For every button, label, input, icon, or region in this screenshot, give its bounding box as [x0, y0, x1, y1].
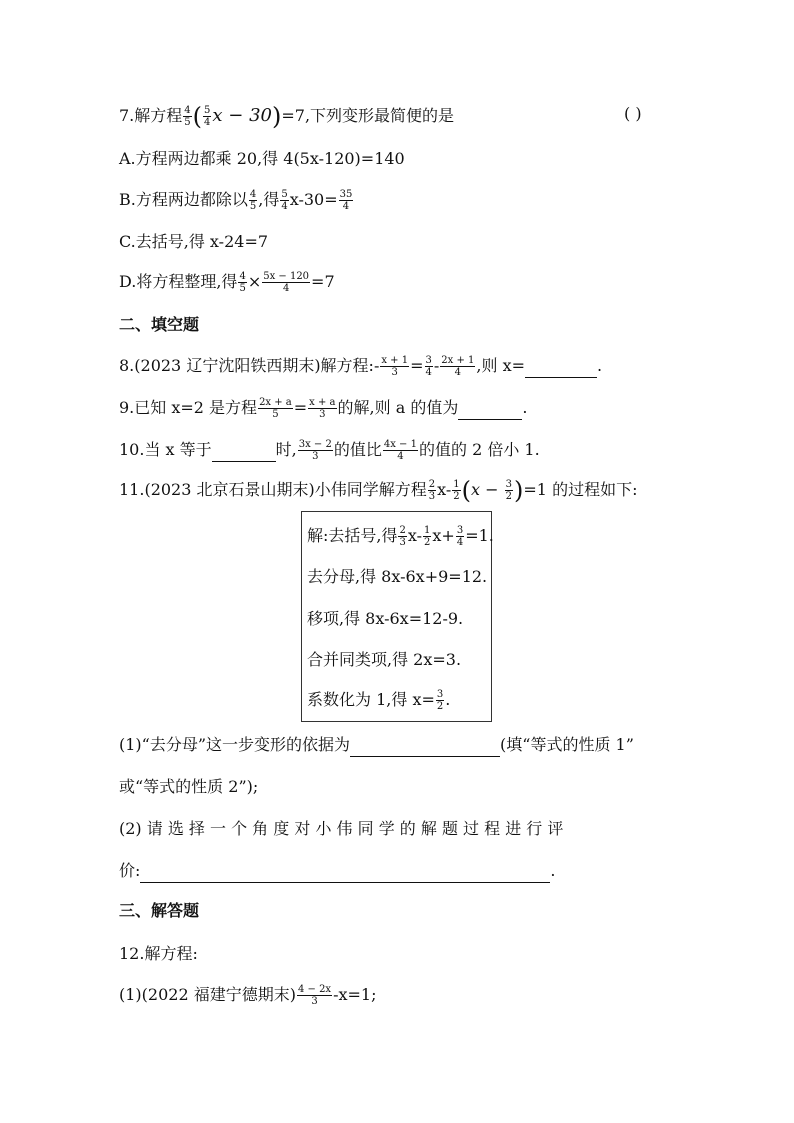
fraction: $\frac{4x - 1}{4}$: [383, 439, 417, 462]
fraction: $\frac{2x + 1}{4}$: [441, 355, 475, 378]
option-b: B.方程两边都除以 $\frac{4}{5}$ ,得 $\frac{5}{4}$ x-30= $\frac{35}{4}$: [119, 189, 353, 212]
fraction: $\frac{x + 1}{3}$: [381, 355, 409, 378]
fraction: $\frac{2}{3}$: [428, 479, 436, 502]
fraction: $\frac{3}{4}$: [456, 525, 464, 548]
section-heading-solve: 三、解答题: [119, 901, 200, 920]
question-11-part-1-cont: 或“等式的性质 2”);: [119, 777, 259, 796]
fraction: $\frac{2x + a}{5}$: [259, 397, 292, 420]
fraction: $\frac{3}{2}$: [436, 689, 444, 712]
question-11: 11.(2023 北京石景山期末)小伟同学解方程 $\frac{2}{3}$ x- $\frac{1}{2}$ (x − $\frac{3}{2}$ )=1 的过程如下:: [119, 476, 638, 505]
fraction: $\frac{35}{4}$: [339, 189, 353, 212]
fraction: $\frac{3}{4}$: [425, 355, 432, 378]
fraction: $\frac{4}{5}$: [184, 105, 191, 128]
question-11-part-2: (2) 请 选 择 一 个 角 度 对 小 伟 同 学 的 解 题 过 程 进 行 评: [119, 819, 564, 838]
fraction: $\frac{5}{4}$: [204, 105, 211, 128]
fraction: $\frac{4}{5}$: [249, 189, 257, 212]
question-12-part-1: (1)(2022 福建宁德期末) $\frac{4 - 2x}{3}$ -x=1;: [119, 984, 377, 1007]
fraction: $\frac{x + a}{3}$: [309, 397, 336, 420]
section-heading-fill-in: 二、填空题: [119, 315, 200, 334]
fraction: $\frac{4}{5}$: [239, 271, 246, 294]
solution-step-5: 系数化为 1,得 x= $\frac{3}{2}$ .: [307, 689, 451, 712]
solution-step-1: 解:去括号,得 $\frac{2}{3}$ x- $\frac{1}{2}$ x+ $\frac{3}{4}$ =1.: [307, 525, 494, 548]
question-7: 7.解方程 $\frac{4}{5}$ ( $\frac{5}{4}$ x − 30)=7,下列变形最简便的是: [119, 102, 455, 131]
fraction: $\frac{1}{2}$: [453, 479, 460, 502]
solution-step-3: 移项,得 8x-6x=12-9.: [307, 609, 464, 628]
answer-bracket: ( ): [624, 104, 642, 123]
option-d: D.将方程整理,得 $\frac{4}{5}$ × $\frac{5x - 120}{4}$ =7: [119, 271, 335, 294]
fraction: $\frac{3x - 2}{3}$: [298, 439, 332, 462]
answer-blank[interactable]: [140, 866, 550, 883]
solution-step-4: 合并同类项,得 2x=3.: [307, 650, 462, 669]
question-8: 8.(2023 辽宁沈阳铁西期末)解方程:- $\frac{x + 1}{3}$ = $\frac{3}{4}$ - $\frac{2x + 1}{4}$ ,则 x= .: [119, 355, 603, 378]
question-10: 10.当 x 等于 时, $\frac{3x - 2}{3}$ 的值比 $\frac{4x - 1}{4}$ 的值的 2 倍小 1.: [119, 439, 540, 462]
answer-blank[interactable]: [458, 403, 522, 420]
fraction: $\frac{1}{2}$: [424, 525, 431, 548]
answer-blank[interactable]: [525, 361, 597, 378]
option-c: C.去括号,得 x-24=7: [119, 232, 269, 251]
fraction: $\frac{4 - 2x}{3}$: [297, 984, 332, 1007]
question-9: 9.已知 x=2 是方程 $\frac{2x + a}{5}$ = $\frac{x + a}{3}$ 的解,则 a 的值为 .: [119, 397, 528, 420]
fraction: $\frac{5x - 120}{4}$: [263, 271, 310, 294]
solution-box: [301, 511, 492, 722]
answer-blank[interactable]: [212, 445, 276, 462]
option-a: A.方程两边都乘 20,得 4(5x-120)=140: [119, 149, 405, 168]
question-11-part-2-cont: 价: .: [119, 859, 556, 883]
question-11-part-1: (1)“去分母”这一步变形的依据为 (填“等式的性质 1”: [119, 733, 634, 757]
question-12-title: 12.解方程:: [119, 944, 198, 963]
solution-step-2: 去分母,得 8x-6x+9=12.: [307, 567, 488, 586]
fraction: $\frac{3}{2}$: [505, 479, 513, 502]
answer-blank[interactable]: [350, 740, 500, 757]
fraction: $\frac{2}{3}$: [399, 525, 406, 548]
fraction: $\frac{5}{4}$: [281, 189, 288, 212]
